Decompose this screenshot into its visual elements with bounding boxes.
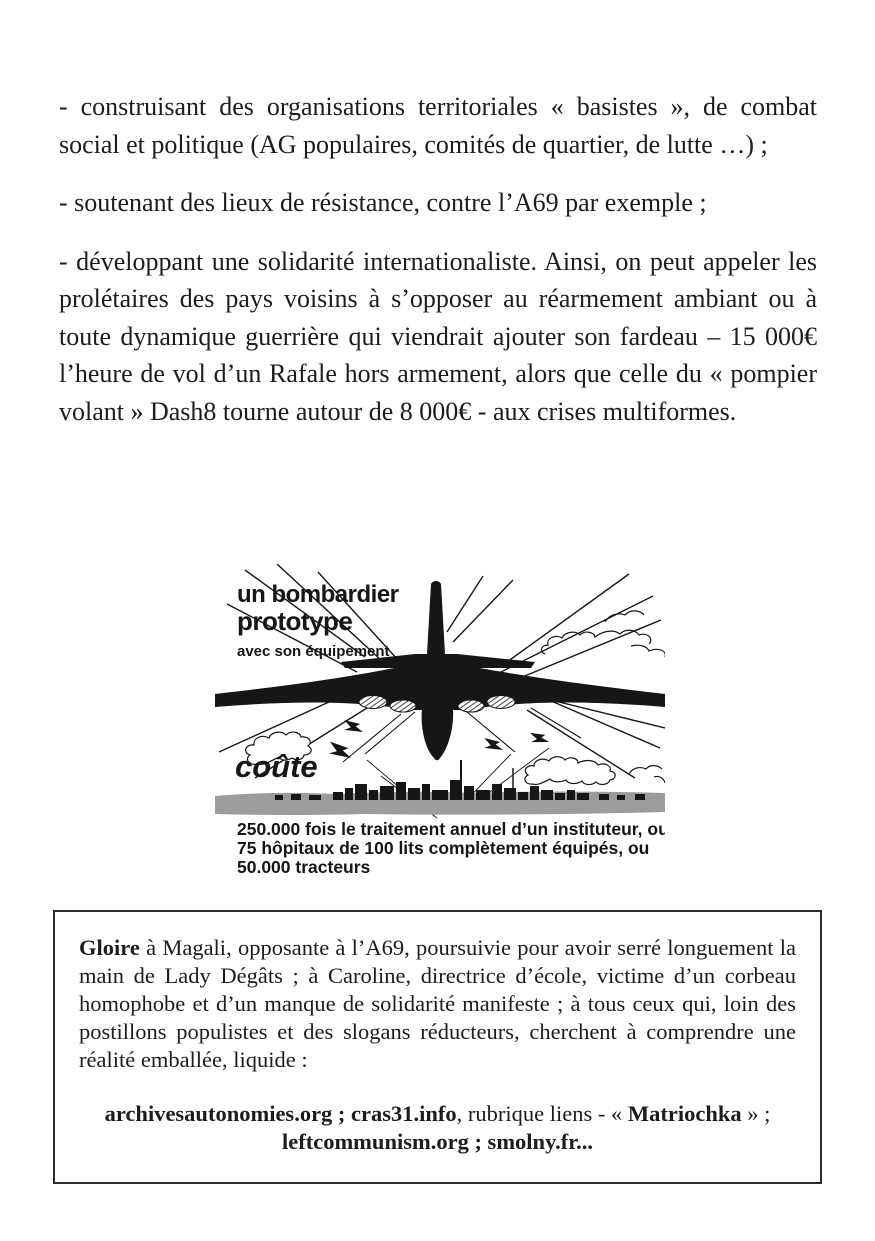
tail-fin: [421, 581, 451, 662]
links-line1-middle: , rubrique liens - «: [456, 1101, 628, 1126]
cloud-top-right-upper-icon: [605, 611, 644, 622]
paragraph-resistance: - soutenant des lieux de résistance, contre l’A69 par exemple ;: [59, 188, 707, 217]
paragraph-solidarite: - développant une solidarité internationaliste. Ainsi, on peut appeler les prolétaires des pays voisins à s’opposer au réarmement ambiant ou à toute dynamique guerrière qui viendrait ajouter son fardeau – 15 000€ l’heure de vol d’un Rafale hors armement, alors que celle du « pompier volant » Dash8 tourne autour de 8 000€ - aux crises multiformes.: [59, 246, 817, 426]
links-line2: leftcommunism.org ; smolny.fr...: [281, 1129, 593, 1154]
notice-body: [79, 934, 796, 1074]
link-matriochka: Matriochka: [627, 1101, 742, 1126]
cloud-right-icon: [525, 757, 615, 785]
link-archivesautonomies: archivesautonomies.org ; cras31.info: [104, 1101, 457, 1126]
illustration-title-line2: prototype: [237, 606, 353, 636]
bomber-cost-illustration: [215, 562, 665, 880]
illustration-title-line1: un bombardier: [237, 581, 399, 608]
notice-links: [79, 1100, 796, 1156]
body-text-column: [59, 88, 817, 451]
caption-line-1: 250.000 fois le traitement annuel d’un instituteur, ou: [237, 819, 665, 839]
illustration-caption: [237, 819, 665, 877]
bomber-illustration-svg: [215, 562, 665, 880]
cloud-right-far-icon: [629, 766, 665, 783]
illustration-cost-word: coûte: [235, 749, 318, 784]
notice-lead-bold: Gloire: [79, 935, 140, 960]
links-line1-end: » ;: [741, 1101, 771, 1126]
caption-line-3: 50.000 tracteurs: [237, 857, 371, 877]
paragraph-organisations: - construisant des organisations territoriales « basistes », de combat social et politique (AG populaires, comités de quartier, de lutte …) ;: [59, 92, 817, 159]
fuselage: [422, 693, 454, 760]
links-line1: [105, 1101, 771, 1126]
illustration-subtitle: avec son équipement: [237, 643, 390, 660]
notice-body-text: à Magali, opposante à l’A69, poursuivie pour avoir serré longuement la main de Lady Dégâts ; à Caroline, directrice d’école, victime d’un corbeau homophobe et d’un manque de solidarité manifeste ; à tous ceux qui, loin des postillons populistes et des slogans réducteurs, cherchent à comprendre une réalité emballée, liquide :: [79, 935, 796, 1072]
notice-box: [53, 910, 822, 1184]
caption-line-2: 75 hôpitaux de 100 lits complètement équipés, ou: [237, 838, 650, 858]
